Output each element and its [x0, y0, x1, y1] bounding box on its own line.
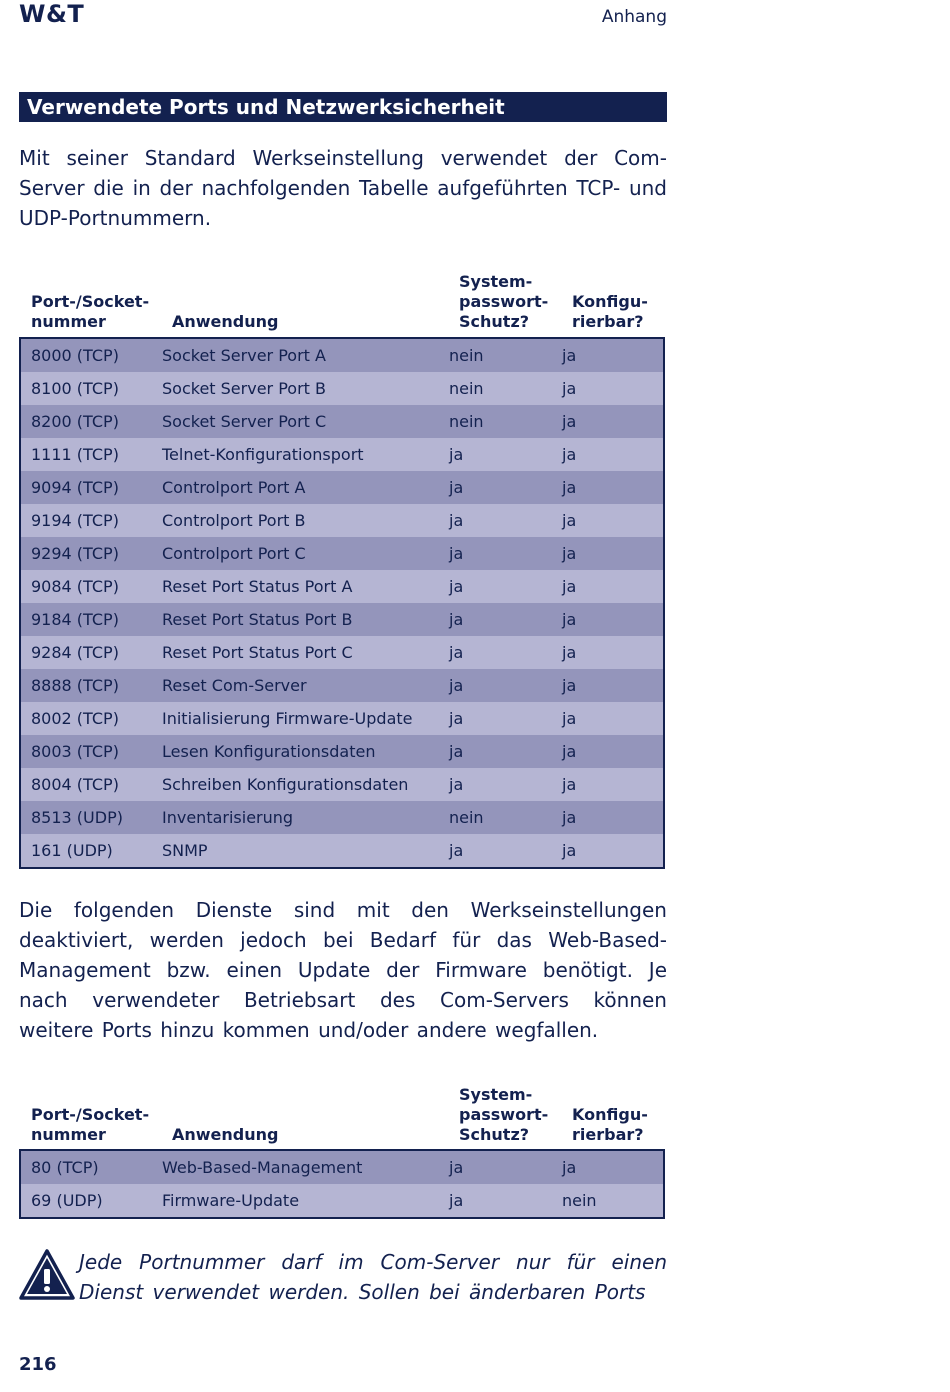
port-cell: 8004 (TCP)	[20, 768, 162, 801]
password-protection-cell: nein	[449, 405, 562, 438]
application-cell: Schreiben Konfigurationsdaten	[162, 768, 449, 801]
password-protection-cell: ja	[449, 471, 562, 504]
configurable-cell: ja	[562, 471, 664, 504]
application-cell: Inventarisierung	[162, 801, 449, 834]
optional-ports-table	[19, 1149, 665, 1219]
password-protection-cell: ja	[449, 702, 562, 735]
warning-text: Jede Portnummer darf im Com-Server nur für einen Dienst verwendet werden. Sollen bei änderbaren Ports	[79, 1250, 667, 1304]
port-cell: 8000 (TCP)	[20, 338, 162, 372]
password-protection-cell: ja	[449, 1184, 562, 1218]
table-row	[20, 834, 664, 868]
port-cell: 8513 (UDP)	[20, 801, 162, 834]
password-protection-cell: nein	[449, 372, 562, 405]
port-cell: 69 (UDP)	[20, 1184, 162, 1218]
col-header-application: Anwendung	[172, 312, 279, 331]
password-protection-cell: ja	[449, 537, 562, 570]
password-protection-cell: nein	[449, 338, 562, 372]
table-row	[20, 504, 664, 537]
application-cell: Initialisierung Firmware-Update	[162, 702, 449, 735]
table-row	[20, 801, 664, 834]
password-protection-cell: ja	[449, 1150, 562, 1184]
page-number: 216	[19, 1354, 57, 1375]
application-cell: Reset Port Status Port C	[162, 636, 449, 669]
middle-paragraph: Die folgenden Dienste sind mit den Werkseinstellungen deaktiviert, werden jedoch bei Bedarf für das Web-Based-Management bzw. einen Update der Firmware benötigt. Je nach verwendeter Betriebsart des Com-Servers können weitere Ports hinzu kommen und/oder andere wegfallen.	[19, 898, 667, 1042]
configurable-cell: ja	[562, 1150, 664, 1184]
application-cell: SNMP	[162, 834, 449, 868]
table-row	[20, 1150, 664, 1184]
password-protection-cell: ja	[449, 735, 562, 768]
port-cell: 9284 (TCP)	[20, 636, 162, 669]
configurable-cell: ja	[562, 768, 664, 801]
table-row	[20, 735, 664, 768]
port-cell: 80 (TCP)	[20, 1150, 162, 1184]
application-cell: Lesen Konfigurationsdaten	[162, 735, 449, 768]
section-heading-bar	[19, 92, 667, 122]
port-cell: 8003 (TCP)	[20, 735, 162, 768]
col-header-configurable: Konfigu- rierbar?	[572, 292, 648, 331]
port-cell: 8002 (TCP)	[20, 702, 162, 735]
application-cell: Socket Server Port C	[162, 405, 449, 438]
application-cell: Reset Com-Server	[162, 669, 449, 702]
configurable-cell: ja	[562, 702, 664, 735]
password-protection-cell: ja	[449, 669, 562, 702]
table-row	[20, 603, 664, 636]
table-row	[20, 537, 664, 570]
table-row	[20, 438, 664, 471]
port-cell: 8100 (TCP)	[20, 372, 162, 405]
password-protection-cell: nein	[449, 801, 562, 834]
configurable-cell: ja	[562, 834, 664, 868]
port-cell: 1111 (TCP)	[20, 438, 162, 471]
table-row	[20, 1184, 664, 1218]
configurable-cell: ja	[562, 801, 664, 834]
col-header-port: Port-/Socket- nummer	[31, 1105, 150, 1144]
application-cell: Reset Port Status Port A	[162, 570, 449, 603]
application-cell: Web-Based-Management	[162, 1150, 449, 1184]
password-protection-cell: ja	[449, 768, 562, 801]
warning-note	[19, 1247, 667, 1307]
application-cell: Socket Server Port A	[162, 338, 449, 372]
configurable-cell: ja	[562, 735, 664, 768]
configurable-cell: ja	[562, 405, 664, 438]
table-row	[20, 338, 664, 372]
configurable-cell: ja	[562, 438, 664, 471]
port-cell: 8888 (TCP)	[20, 669, 162, 702]
application-cell: Controlport Port C	[162, 537, 449, 570]
col-header-password-protection: System- passwort- Schutz?	[459, 272, 549, 331]
configurable-cell: ja	[562, 537, 664, 570]
port-cell: 9184 (TCP)	[20, 603, 162, 636]
table-row	[20, 471, 664, 504]
configurable-cell: ja	[562, 603, 664, 636]
ports-table	[19, 337, 665, 869]
application-cell: Firmware-Update	[162, 1184, 449, 1218]
password-protection-cell: ja	[449, 636, 562, 669]
application-cell: Socket Server Port B	[162, 372, 449, 405]
section-label: Anhang	[601, 7, 667, 27]
port-cell: 8200 (TCP)	[20, 405, 162, 438]
port-cell: 9094 (TCP)	[20, 471, 162, 504]
password-protection-cell: ja	[449, 603, 562, 636]
password-protection-cell: ja	[449, 570, 562, 603]
col-header-application: Anwendung	[172, 1125, 279, 1144]
table-row	[20, 768, 664, 801]
table-row	[20, 636, 664, 669]
table-row	[20, 669, 664, 702]
table-row	[20, 570, 664, 603]
configurable-cell: nein	[562, 1184, 664, 1218]
configurable-cell: ja	[562, 669, 664, 702]
warning-triangle-icon	[19, 1249, 75, 1301]
table-row	[20, 405, 664, 438]
col-header-configurable: Konfigu- rierbar?	[572, 1105, 648, 1144]
application-cell: Controlport Port B	[162, 504, 449, 537]
configurable-cell: ja	[562, 504, 664, 537]
application-cell: Telnet-Konfigurationsport	[162, 438, 449, 471]
intro-paragraph: Mit seiner Standard Werkseinstellung verwendet der Com-Server die in der nachfolgenden Tabelle aufgeführten TCP- und UDP-Portnummern.	[19, 146, 667, 230]
port-cell: 9084 (TCP)	[20, 570, 162, 603]
company-logo: W&T	[19, 0, 85, 28]
table2-header	[19, 1083, 665, 1145]
configurable-cell: ja	[562, 372, 664, 405]
col-header-password-protection: System- passwort- Schutz?	[459, 1085, 549, 1144]
password-protection-cell: ja	[449, 438, 562, 471]
table1-header	[19, 270, 665, 332]
port-cell: 161 (UDP)	[20, 834, 162, 868]
application-cell: Controlport Port A	[162, 471, 449, 504]
table-row	[20, 372, 664, 405]
port-cell: 9194 (TCP)	[20, 504, 162, 537]
col-header-port: Port-/Socket- nummer	[31, 292, 150, 331]
section-heading: Verwendete Ports und Netzwerksicherheit	[27, 95, 505, 119]
configurable-cell: ja	[562, 636, 664, 669]
password-protection-cell: ja	[449, 504, 562, 537]
table-row	[20, 702, 664, 735]
password-protection-cell: ja	[449, 834, 562, 868]
configurable-cell: ja	[562, 338, 664, 372]
port-cell: 9294 (TCP)	[20, 537, 162, 570]
configurable-cell: ja	[562, 570, 664, 603]
application-cell: Reset Port Status Port B	[162, 603, 449, 636]
